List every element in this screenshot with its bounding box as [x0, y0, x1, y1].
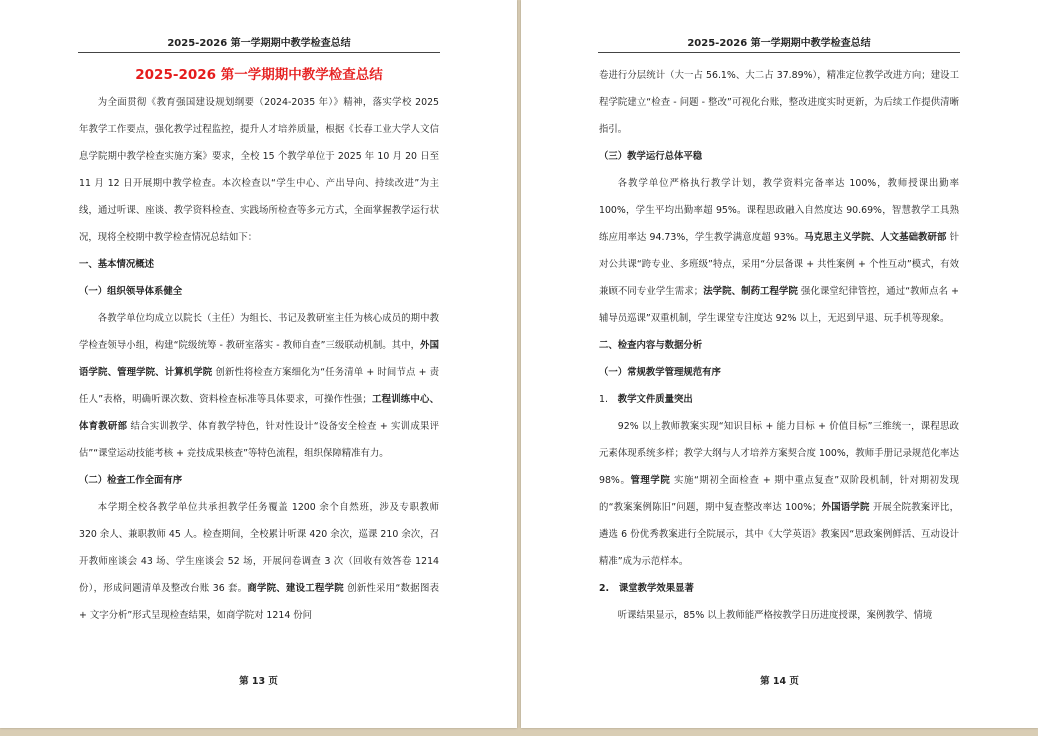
item-heading-class: 2. 课堂教学效果显著 [599, 583, 694, 594]
page-number: 第 13 页 [239, 676, 278, 687]
document-title: 2025-2026 第一学期期中教学检查总结 [135, 67, 383, 83]
page-13 [0, 0, 517, 728]
item-heading-files: 1. 教学文件质量突出 [599, 394, 693, 405]
running-header: 2025-2026 第一学期期中教学检查总结 [598, 38, 960, 53]
running-header: 2025-2026 第一学期期中教学检查总结 [78, 38, 440, 53]
page-14 [521, 0, 1038, 728]
continued-paragraph: 卷进行分层统计（大一占 56.1%、大二占 37.89%），精准定位教学改进方向；建设工程学院建立“检查 - 问题 - 整改”可视化台账，整改进度实时更新，为后续工作提供清晰指引。 [599, 70, 959, 135]
section-heading-content: 二、检查内容与数据分析 [599, 340, 703, 351]
org-paragraph: 各教学单位均成立以院长（主任）为组长、书记及教研室主任为核心成员的期中教学检查领导小组，构建“院级统筹 - 教研室落实 - 教师自查”三级联动机制。其中，外国语学院、管理学院、计算机学院 创新性将检查方案细化为“任务清单 + 时间节点 + 责任人”表格，明确听课次数、资料检查标准等具体要求，可操作性强；工程训练中心、体育教研部 结合实训教学、体育教学特色，针对性设计“设备安全检查 + 实训成果评估”“课堂运动技能考核 + 竞技成果核查”等特色流程，组织保障精准有力。 [79, 313, 439, 459]
page-number: 第 14 页 [760, 676, 799, 687]
class-paragraph: 听课结果显示，85% 以上教师能严格按教学日历进度授课，案例教学、情境 [617, 610, 933, 621]
check-paragraph: 本学期全校各教学单位共承担教学任务覆盖 1200 余个自然班，涉及专职教师 320 余人、兼职教师 45 人。检查期间，全校累计听课 420 余次，巡课 210 余次，召开教师座谈会 43 场、学生座谈会 52 场，开展问卷调查 3 次（回收有效答卷 1214 份），形成问题清单及整改台账 36 套。商学院、建设工程学院 创新性采用“数据图表 + 文字分析”形式呈现检查结果，如商学院对 1214 份问 [79, 502, 439, 621]
subsection-heading-routine: （一）常规教学管理规范有序 [599, 367, 721, 378]
intro-paragraph: 为全面贯彻《教育强国建设规划纲要（2024-2035 年）》精神，落实学校 2025 年教学工作要点，强化教学过程监控，提升人才培养质量，根据《长春工业大学人文信息学院期中教学检查实施方案》要求，全校 15 个教学单位于 2025 年 10 月 20 日至 11 月 12 日开展期中教学检查。本次检查以“学生中心、产出导向、持续改进”为主线，通过听课、座谈、教学资料检查、实践场所检查等多元方式，全面掌握教学运行状况，现将全校期中教学检查情况总结如下： [79, 97, 439, 243]
files-paragraph: 92% 以上教师教案实现“知识目标 + 能力目标 + 价值目标”三维统一，课程思政元素体现系统多样；教学大纲与人才培养方案契合度 100%，教师手册记录规范化率达 98%。管理学院 实施“期初全面检查 + 期中重点复查”双阶段机制，针对期初发现的“教案案例陈旧”问题，期中复查整改率达 100%；外国语学院 开展全院教案评比，遴选 6 份优秀教案进行全院展示，其中《大学英语》教案因“思政案例鲜活、互动设计精准”成为示范样本。 [599, 421, 959, 567]
page-content [79, 62, 439, 629]
subsection-heading-org: （一）组织领导体系健全 [79, 286, 183, 297]
run-paragraph: 各教学单位严格执行教学计划，教学资料完备率达 100%，教师授课出勤率 100%，学生平均出勤率超 95%。课程思政融入自然度达 90.69%，智慧教学工具熟练应用率达 94.73%，学生教学满意度超 93%。马克思主义学院、人文基础教研部 针对公共课“跨专业、多班级”特点，采用“分层备课 + 共性案例 + 个性互动”模式，有效兼顾不同专业学生需求；法学院、制药工程学院 强化课堂纪律管控，通过“教师点名 + 辅导员巡课”双重机制，学生课堂专注度达 92% 以上，无迟到早退、玩手机等现象。 [599, 178, 959, 324]
page-content [599, 62, 959, 629]
subsection-heading-check: （二）检查工作全面有序 [79, 475, 183, 486]
subsection-heading-run: （三）教学运行总体平稳 [599, 151, 703, 162]
section-heading-basic: 一、基本情况概述 [79, 259, 155, 270]
